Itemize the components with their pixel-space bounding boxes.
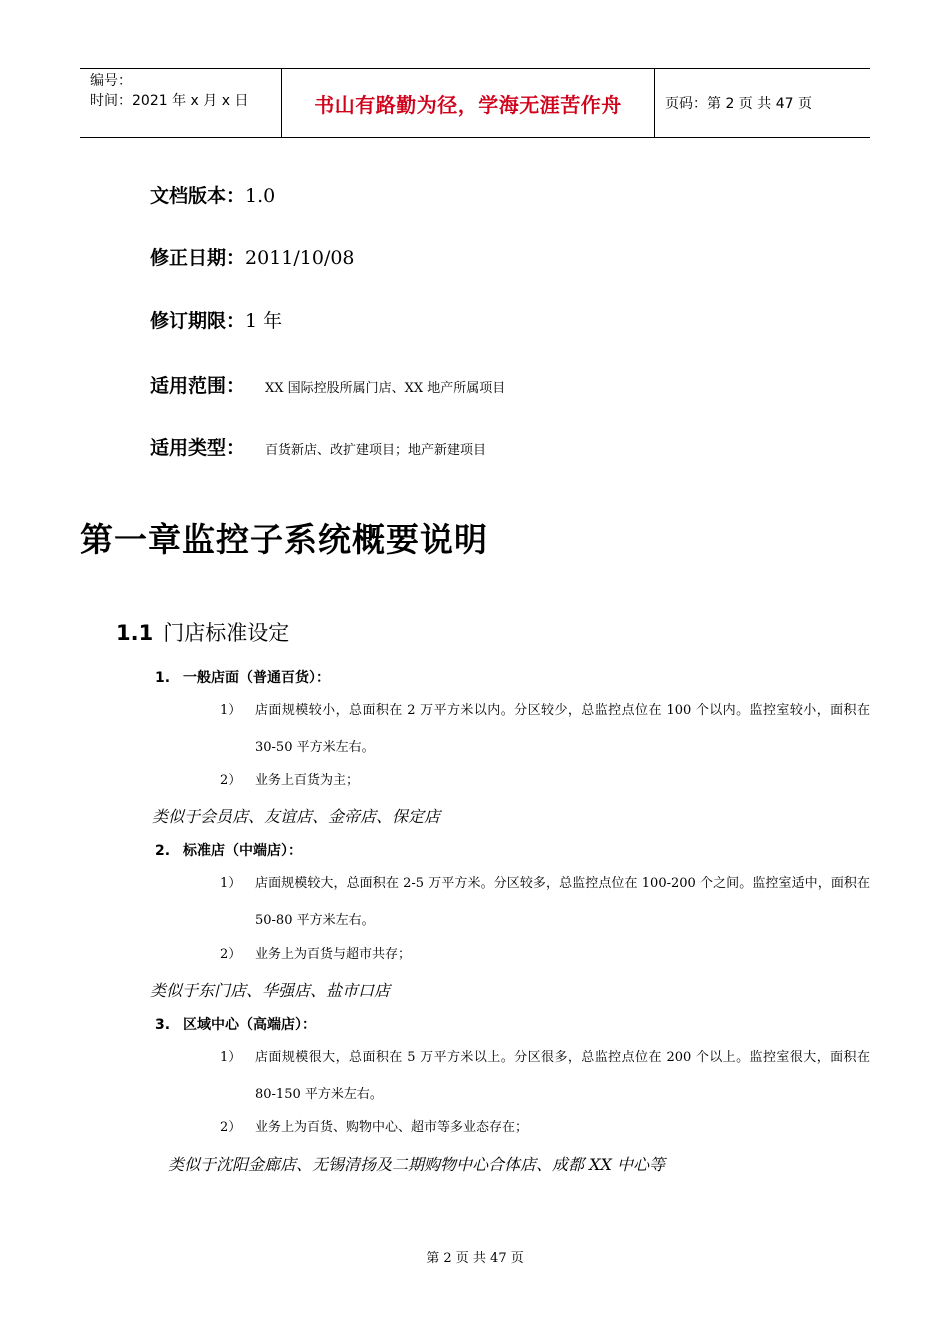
meta-version-label: 文档版本：	[150, 185, 246, 207]
subitem-text: 业务上为百货、购物中心、超市等多业态存在；	[255, 1120, 529, 1135]
meta-type	[150, 433, 486, 460]
meta-type-value: 百货新店、改扩建项目；地产新建项目	[265, 443, 487, 458]
meta-term-value: 1 年	[245, 310, 283, 332]
meta-scope	[150, 371, 505, 398]
list-item-heading: 区域中心（高端店）：	[183, 1017, 316, 1033]
header-info-cell	[80, 69, 282, 137]
header-page-cell	[655, 69, 870, 137]
meta-term-label: 修订期限：	[150, 310, 246, 332]
list-subitem	[220, 1109, 870, 1146]
list-subitem	[220, 1039, 870, 1113]
meta-term	[150, 306, 282, 333]
list-item-title	[155, 840, 302, 860]
list-item-number: 3.	[155, 1017, 171, 1033]
header-number: 编号：	[90, 73, 132, 89]
meta-date-value: 2011/10/08	[245, 247, 355, 269]
section-number: 1.1	[116, 621, 154, 645]
example-note: 类似于东门店、华强店、盐市口店	[150, 981, 391, 1000]
section-heading	[116, 617, 289, 647]
meta-date	[150, 243, 355, 270]
subitem-number: 1）	[220, 876, 242, 891]
list-subitem	[220, 865, 870, 939]
subitem-text: 店面规模较大，总面积在 2-5 万平方米。分区较多，总监控点位在 100-200 个之间。监控室适中，面积在 50-80 平方米左右。	[255, 876, 870, 928]
header-time: 时间：2021 年 x 月 x 日	[90, 93, 249, 109]
list-item-heading: 一般店面（普通百货）：	[183, 670, 330, 686]
page-header	[80, 68, 870, 138]
meta-date-label: 修正日期：	[150, 247, 246, 269]
list-item-number: 2.	[155, 843, 171, 859]
subitem-text: 业务上为百货与超市共存；	[255, 947, 412, 962]
meta-type-label: 适用类型：	[150, 437, 246, 459]
header-page-number: 页码：第 2 页 共 47 页	[665, 96, 812, 112]
list-item-number: 1.	[155, 670, 171, 686]
meta-scope-label: 适用范围：	[150, 375, 246, 397]
chapter-title: 第一章监控子系统概要说明	[80, 520, 488, 559]
page-footer: 第 2 页 共 47 页	[426, 1251, 524, 1266]
meta-version	[150, 181, 275, 208]
meta-version-value: 1.0	[245, 185, 276, 207]
subitem-number: 1）	[220, 1050, 242, 1065]
subitem-number: 2）	[220, 1120, 242, 1135]
subitem-number: 2）	[220, 773, 242, 788]
list-item-heading: 标准店（中端店）：	[183, 843, 302, 859]
subitem-text: 店面规模较小，总面积在 2 万平方米以内。分区较少，总监控点位在 100 个以内。监控室较小，面积在 30-50 平方米左右。	[255, 703, 870, 755]
list-subitem	[220, 762, 870, 799]
list-item-title	[155, 667, 330, 687]
example-note: 类似于沈阳金廊店、无锡清扬及二期购物中心合体店、成都 XX 中心等	[168, 1155, 665, 1174]
subitem-text: 业务上百货为主；	[255, 773, 360, 788]
header-motto: 书山有路勤为径，学海无涯苦作舟	[314, 92, 622, 117]
list-subitem	[220, 936, 870, 973]
subitem-number: 2）	[220, 947, 242, 962]
header-motto-cell	[282, 69, 655, 137]
list-item-title	[155, 1014, 316, 1034]
subitem-text: 店面规模很大，总面积在 5 万平方米以上。分区很多，总监控点位在 200 个以上。监控室很大，面积在 80-150 平方米左右。	[255, 1050, 870, 1102]
section-title: 门店标准设定	[163, 621, 290, 645]
example-note: 类似于会员店、友谊店、金帝店、保定店	[152, 807, 441, 826]
meta-scope-value: XX 国际控股所属门店、XX 地产所属项目	[265, 381, 506, 396]
list-subitem	[220, 692, 870, 766]
subitem-number: 1）	[220, 703, 242, 718]
